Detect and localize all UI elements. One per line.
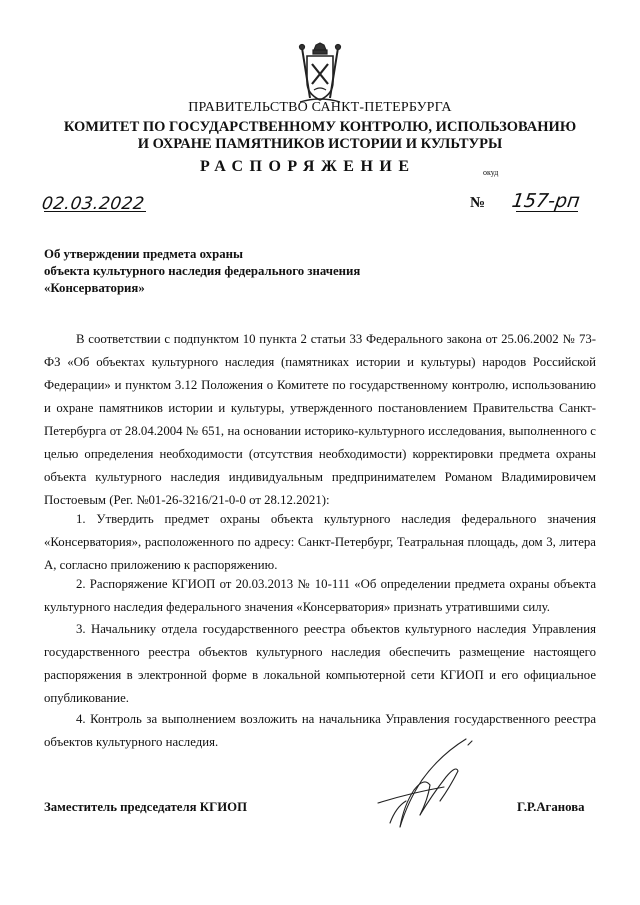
signer-position: Заместитель председателя КГИОП: [44, 800, 248, 814]
subject-line2: объекта культурного наследия федерального значения: [44, 264, 361, 278]
coat-of-arms-icon: [296, 42, 344, 106]
document-date: 02.03.2022: [40, 194, 146, 214]
item-4-paragraph: [44, 708, 596, 754]
government-title: ПРАВИТЕЛЬСТВО САНКТ-ПЕТЕРБУРГА: [188, 100, 452, 115]
document-subject: [44, 246, 360, 297]
item-2-text: 2. Распоряжение КГИОП от 20.03.2013 № 10-111 «Об определении предмета охраны объекта культурного наследия федерального значения «Консерватория» признать утратившими силу.: [44, 577, 596, 614]
item-2-paragraph: [44, 573, 596, 619]
item-1-text: 1. Утвердить предмет охраны объекта культурного наследия федерального значения «Консерватория», расположенного по адресу: Санкт-Петербург, Театральная площадь, дом 3, литера А, согласно приложению к распоряжению.: [44, 512, 596, 572]
subject-line3: «Консерватория»: [44, 281, 145, 295]
handwritten-signature: [370, 735, 480, 835]
committee-title-line1: КОМИТЕТ ПО ГОСУДАРСТВЕННОМУ КОНТРОЛЮ, ИСПОЛЬЗОВАНИЮ: [63, 119, 577, 135]
item-3-paragraph: [44, 618, 596, 710]
document-number: 157-рп: [510, 190, 582, 212]
number-sign: №: [470, 195, 486, 211]
signer-name: Г.Р.Аганова: [517, 800, 585, 814]
item-4-text: 4. Контроль за выполнением возложить на начальника Управления государственного реестра объектов культурного наследия.: [44, 712, 596, 749]
subject-line1: Об утверждении предмета охраны: [44, 247, 243, 261]
document-type: РАСПОРЯЖЕНИЕ: [200, 158, 416, 175]
item-1-paragraph: [44, 508, 596, 577]
committee-title: [0, 119, 640, 153]
committee-title-line2: И ОХРАНЕ ПАМЯТНИКОВ ИСТОРИИ И КУЛЬТУРЫ: [137, 136, 503, 152]
item-3-text: 3. Начальнику отдела государственного реестра объектов культурного наследия Управления государственного реестра объектов культурного наследия обеспечить размещение настоящего распоряжения в электронной форме в локальной компьютерной сети КГИОП и его официальное опубликование.: [44, 622, 596, 705]
okud-label: окуд: [483, 168, 499, 177]
intro-text: В соответствии с подпунктом 10 пункта 2 статьи 33 Федерального закона от 25.06.2002 № 73-ФЗ «Об объектах культурного наследия (памятниках истории и культуры) народов Российской Федерации» и пунктом 3.12 Положения о Комитете по государственному контролю, использованию и охране памятников истории и культуры, утвержденного постановлением Правительства Санкт-Петербурга от 28.04.2004 № 651, на основании историко-культурного исследования, выполненного с целью определения необходимости (отсутствия необходимости) корректировки предмета охраны объекта культурного наследия индивидуальным предпринимателем Романом Владимировичем Постоевым (Рег. №01-26-3216/21-0-0 от 28.12.2021):: [44, 332, 596, 507]
intro-paragraph: [44, 328, 596, 512]
date-underline: [44, 211, 146, 212]
number-underline: [516, 211, 578, 212]
